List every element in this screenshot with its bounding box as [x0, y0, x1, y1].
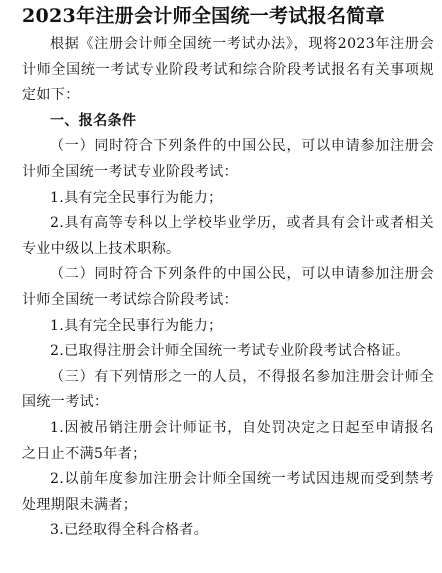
part1-item-1: 1.具有完全民事行为能力； — [50, 189, 223, 206]
part3-item-3: 3.已经取得全科合格者。 — [50, 522, 209, 539]
part2-item-1: 1.具有完全民事行为能力； — [50, 317, 223, 334]
part3-lead: （三）有下列情形之一的人员，不得报名参加注册会计师全国统一考试： — [22, 368, 434, 411]
part1-item-2: 2.具有高等专科以上学校毕业学历，或者具有会计或者相关专业中级以上技术职称。 — [22, 215, 434, 257]
part3-item-1: 1.因被吊销注册会计师证书，自处罚决定之日起至申请报名之日止不满5年者； — [22, 419, 434, 462]
section-heading-registration-conditions: 一、报名条件 — [50, 112, 137, 129]
part2-item-2: 2.已取得注册会计师全国统一考试专业阶段考试合格证。 — [50, 343, 410, 360]
part1-lead: （一）同时符合下列条件的中国公民，可以申请参加注册会计师全国统一考试专业阶段考试： — [22, 138, 434, 180]
intro-paragraph: 根据《注册会计师全国统一考试办法》，现将2023年注册会计师全国统一考试专业阶段考试和综合阶段考试报名有关事项规定如下： — [22, 36, 434, 104]
document-body — [22, 32, 434, 544]
part3-item-2: 2.以前年度参加注册会计师全国统一考试因违规而受到禁考处理期限未满者； — [22, 471, 434, 513]
document-title: 2023年注册会计师全国统一考试报名简章 — [22, 5, 385, 27]
part2-lead: （二）同时符合下列条件的中国公民，可以申请参加注册会计师全国统一考试综合阶段考试： — [22, 266, 434, 308]
